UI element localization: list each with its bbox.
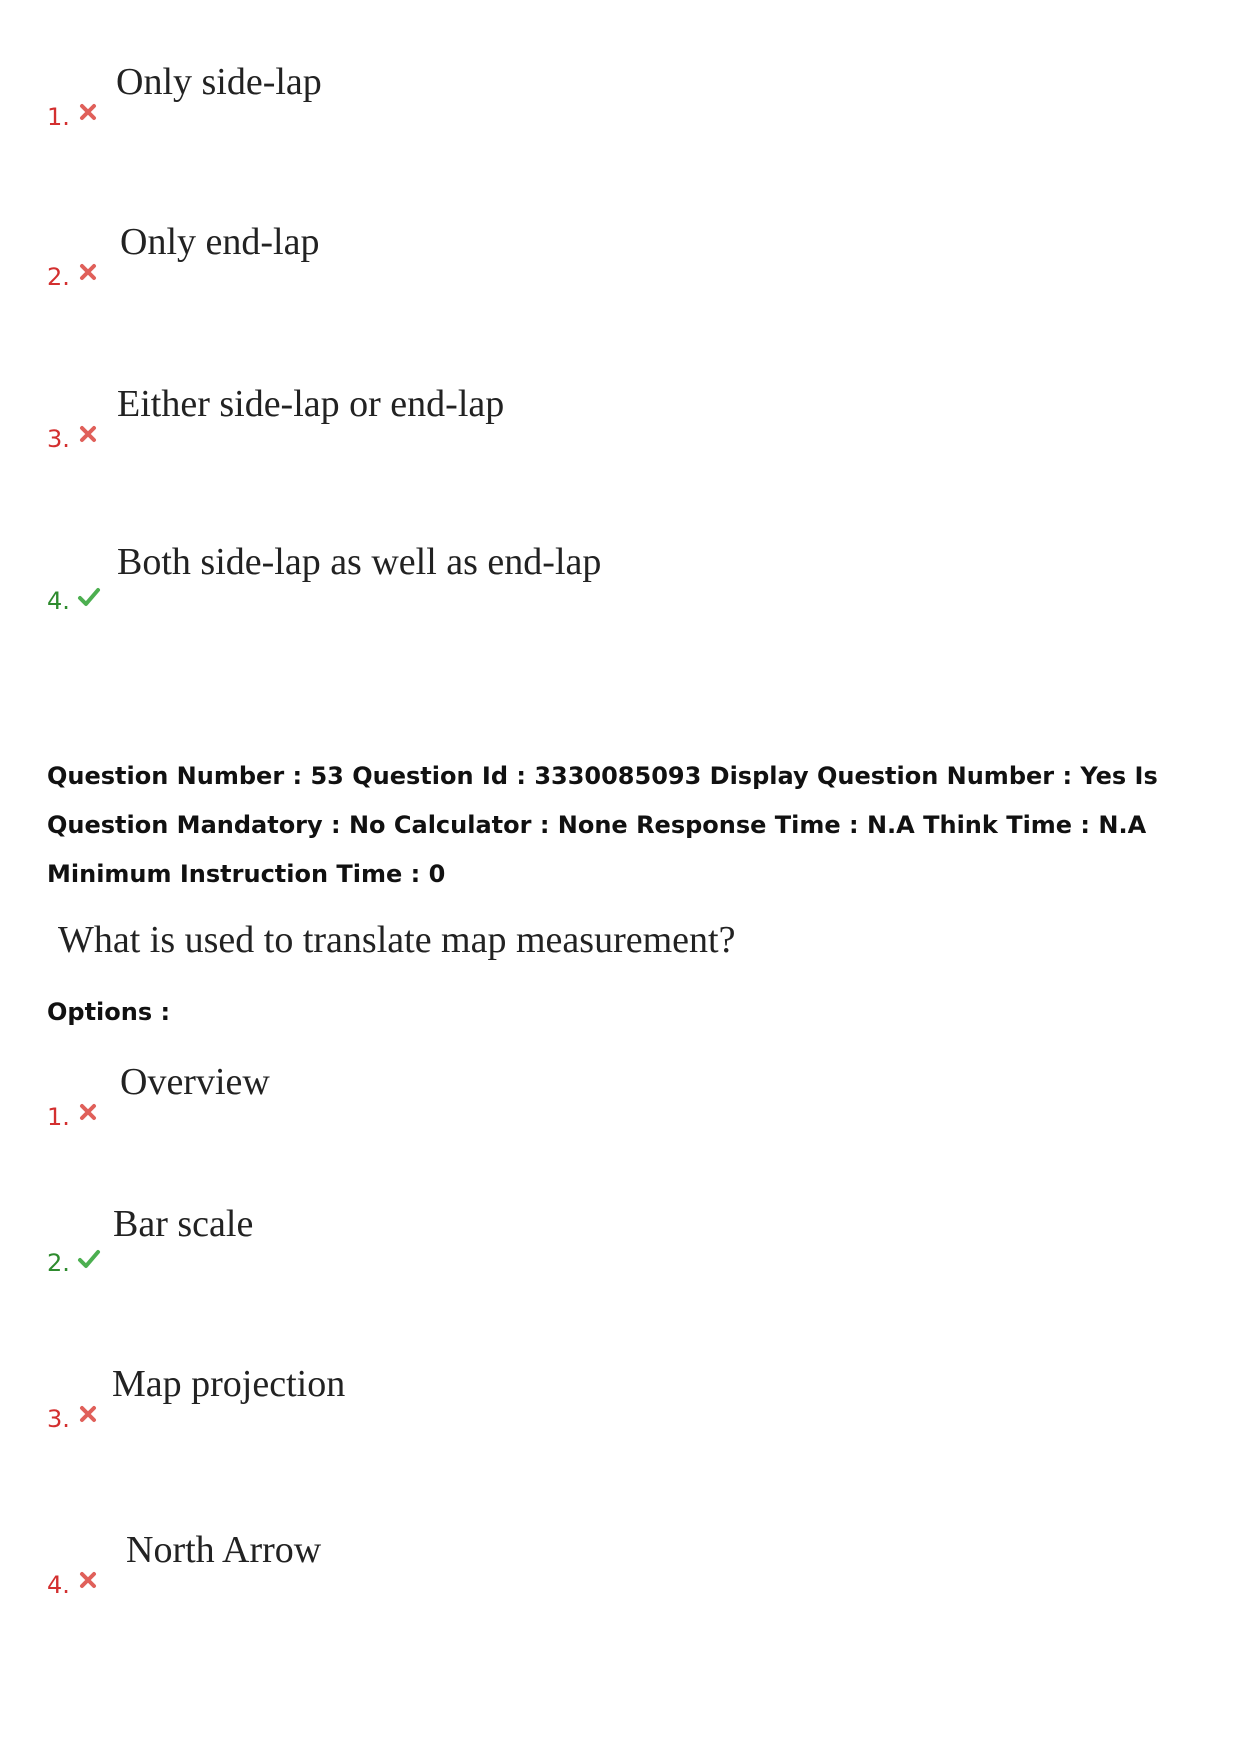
check-icon	[77, 586, 101, 608]
check-icon	[77, 1248, 101, 1270]
prev-option-2	[0, 220, 1240, 300]
option-text: Both side-lap as well as end-lap	[117, 541, 602, 583]
cross-icon	[77, 261, 99, 283]
option-text: North Arrow	[126, 1529, 322, 1571]
option-number: 1.	[47, 103, 70, 131]
prev-option-1	[0, 60, 1240, 140]
option-number: 3.	[47, 1405, 70, 1433]
question-meta: Question Number : 53 Question Id : 3330085093 Display Question Number : Yes Is Question Mandatory : No Calculator : None Response Time : N.A Think Time : N.A Minimum Instruction Time : 0	[47, 762, 1158, 888]
option-number: 2.	[47, 263, 70, 291]
option-number: 2.	[47, 1249, 70, 1277]
option-text: Overview	[120, 1061, 270, 1103]
option-2	[0, 1202, 1240, 1282]
option-text: Only side-lap	[116, 61, 322, 103]
cross-icon	[77, 101, 99, 123]
option-number: 3.	[47, 425, 70, 453]
cross-icon	[77, 1403, 99, 1425]
option-number: 4.	[47, 587, 70, 615]
question-text: What is used to translate map measurement?	[58, 919, 736, 961]
prev-option-3	[0, 382, 1240, 462]
cross-icon	[77, 1101, 99, 1123]
cross-icon	[77, 423, 99, 445]
option-text: Bar scale	[113, 1203, 254, 1245]
option-4	[0, 1528, 1240, 1608]
option-text: Only end-lap	[120, 221, 320, 263]
option-text: Map projection	[112, 1363, 346, 1405]
prev-option-4	[0, 540, 1240, 620]
option-number: 4.	[47, 1571, 70, 1599]
option-number: 1.	[47, 1103, 70, 1131]
option-text: Either side-lap or end-lap	[117, 383, 505, 425]
option-1	[0, 1060, 1240, 1140]
options-label: Options :	[47, 998, 171, 1026]
cross-icon	[77, 1569, 99, 1591]
option-3	[0, 1362, 1240, 1442]
